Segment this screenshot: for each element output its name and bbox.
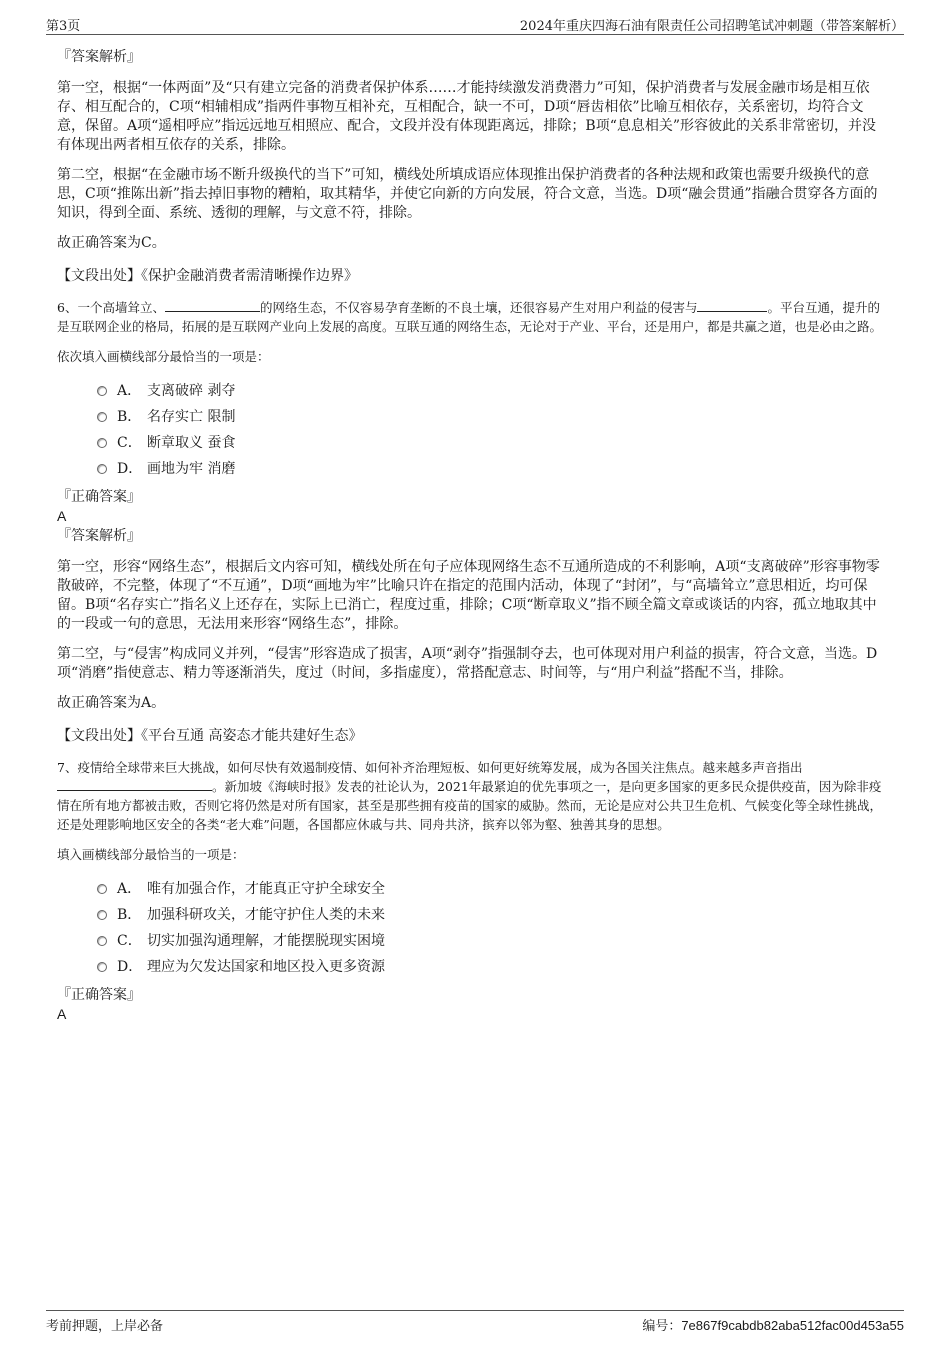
q6-stem: 6、一个高墙耸立、 的网络生态，不仅容易孕育垄断的不良土壤，还很容易产生对用户利益的侵害与 。平台互通，提升的是互联网企业的格局，拓展的是互联网产业向上发展的高度。互联互通的网络生态，无论对于产业、平台，还是用户，都是共赢之道，也是必由之路。 <box>57 300 883 334</box>
q6-blank-1 <box>165 298 260 312</box>
q6-blank-2 <box>697 298 767 312</box>
q7-blank <box>57 777 212 791</box>
radio-icon[interactable] <box>97 910 107 920</box>
document-code: 编号：7e867f9cabdb82aba512fac00d453a55 <box>642 1318 904 1334</box>
q5-analysis-paragraph-2: 第二空，根据“在金融市场不断升级换代的当下”可知，横线处所填成语应体现推出保护消费者的各种法规和政策也需要升级换代的意思，C项“推陈出新”指去掉旧事物的糟粕，取其精华，并使它向新的方向发展，符合文意，当选。D项“融会贯通”指融合贯穿各方面的知识，得到全面、系统、透彻的理解，与文意不符，排除。 <box>57 167 878 221</box>
q6-options <box>97 378 889 482</box>
radio-icon[interactable] <box>97 412 107 422</box>
radio-icon[interactable] <box>97 464 107 474</box>
radio-icon[interactable] <box>97 962 107 972</box>
q6-option-c[interactable]: C． 断章取义 蚕食 <box>97 430 889 456</box>
q6-analysis-label: 『答案解析』 <box>57 528 141 544</box>
page-content <box>57 46 889 1023</box>
radio-icon[interactable] <box>97 936 107 946</box>
q5-analysis-paragraph-1: 第一空，根据“一体两面”及“只有建立完备的消费者保护体系……才能持续激发消费潜力”可知，保护消费者与发展金融市场是相互依存、相互配合的，C项“相辅相成”指两件事物互相补充，互相配合，缺一不可，D项“唇齿相依”比喻互相依存，关系密切，均符合文意，保留。A项“遥相呼应”指远远地互相照应、配合，文段并没有体现距离远，排除；B项“息息相关”形容彼此的关系非常密切，并没有体现出两者相互依存的关系，排除。 <box>57 80 877 153</box>
radio-icon[interactable] <box>97 386 107 396</box>
q7-option-d[interactable]: D． 理应为欠发达国家和地区投入更多资源 <box>97 954 889 980</box>
q7-option-b[interactable]: B． 加强科研攻关，才能守护住人类的未来 <box>97 902 889 928</box>
footer-slogan: 考前押题，上岸必备 <box>46 1319 164 1334</box>
q6-source: 【文段出处】《平台互通 高姿态才能共建好生态》 <box>57 728 363 744</box>
q6-answer: A <box>57 508 67 524</box>
q6-option-a[interactable]: A． 支离破碎 剥夺 <box>97 378 889 404</box>
page-number: 第3页 <box>46 19 81 34</box>
q6-option-d[interactable]: D． 画地为牢 消磨 <box>97 456 889 482</box>
radio-icon[interactable] <box>97 884 107 894</box>
q7-options <box>97 876 889 980</box>
q7-answer-label: 『正确答案』 <box>57 987 141 1003</box>
q7-prompt: 填入画横线部分最恰当的一项是： <box>57 847 245 862</box>
q6-answer-label: 『正确答案』 <box>57 489 141 505</box>
q7-option-a[interactable]: A． 唯有加强合作，才能真正守护全球安全 <box>97 876 889 902</box>
q5-conclusion: 故正确答案为C。 <box>57 235 166 251</box>
q6-option-b[interactable]: B． 名存实亡 限制 <box>97 404 889 430</box>
q5-source: 【文段出处】《保护金融消费者需清晰操作边界》 <box>57 268 358 284</box>
q5-analysis-label: 『答案解析』 <box>57 49 141 65</box>
radio-icon[interactable] <box>97 438 107 448</box>
q7-stem: 7、疫情给全球带来巨大挑战，如何尽快有效遏制疫情、如何补齐治理短板、如何更好统筹发展，成为各国关注焦点。越来越多声音指出。新加坡《海峡时报》发表的社论认为，2021年最紧迫的优先事项之一，是向更多国家的更多民众提供疫苗，因为除非疫情在所有地方都被击败，否则它将仍然是对所有国家，甚至是那些拥有疫苗的国家的威胁。然而，无论是应对公共卫生危机、气候变化等全球性挑战，还是处理影响地区安全的各类“老大难”问题，各国都应休戚与共、同舟共济，摈弃以邻为壑、独善其身的思想。 <box>57 760 883 832</box>
document-title: 2024年重庆四海石油有限责任公司招聘笔试冲刺题（带答案解析） <box>519 19 904 34</box>
q6-analysis-paragraph-1: 第一空，形容“网络生态”，根据后文内容可知，横线处所在句子应体现网络生态不互通所造成的不利影响，A项“支离破碎”形容事物零散破碎，不完整，体现了“不互通”，D项“画地为牢”比喻只许在指定的范围内活动，体现了“封闭”，与“高墙耸立”意思相近，均可保留。B项“名存实亡”指名义上还存在，实际上已消亡，程度过重，排除；C项“断章取义”指不顾全篇文章或谈话的内容，孤立地取其中的一段或一句的意思，无法用来形容“网络生态”，排除。 <box>57 559 880 632</box>
q6-analysis-paragraph-2: 第二空，与“侵害”构成同义并列，“侵害”形容造成了损害，A项“剥夺”指强制夺去，也可体现对用户利益的损害，符合文意，当选。D项“消磨”指使意志、精力等逐渐消失，度过（时间，多指虚度），常搭配意志、时间等，与“用户利益”搭配不当，排除。 <box>57 646 878 681</box>
q6-conclusion: 故正确答案为A。 <box>57 695 166 711</box>
page-header <box>46 14 904 35</box>
q7-answer: A <box>57 1006 67 1022</box>
q6-prompt: 依次填入画横线部分最恰当的一项是： <box>57 349 270 364</box>
page-footer <box>46 1310 904 1335</box>
q7-option-c[interactable]: C． 切实加强沟通理解，才能摆脱现实困境 <box>97 928 889 954</box>
